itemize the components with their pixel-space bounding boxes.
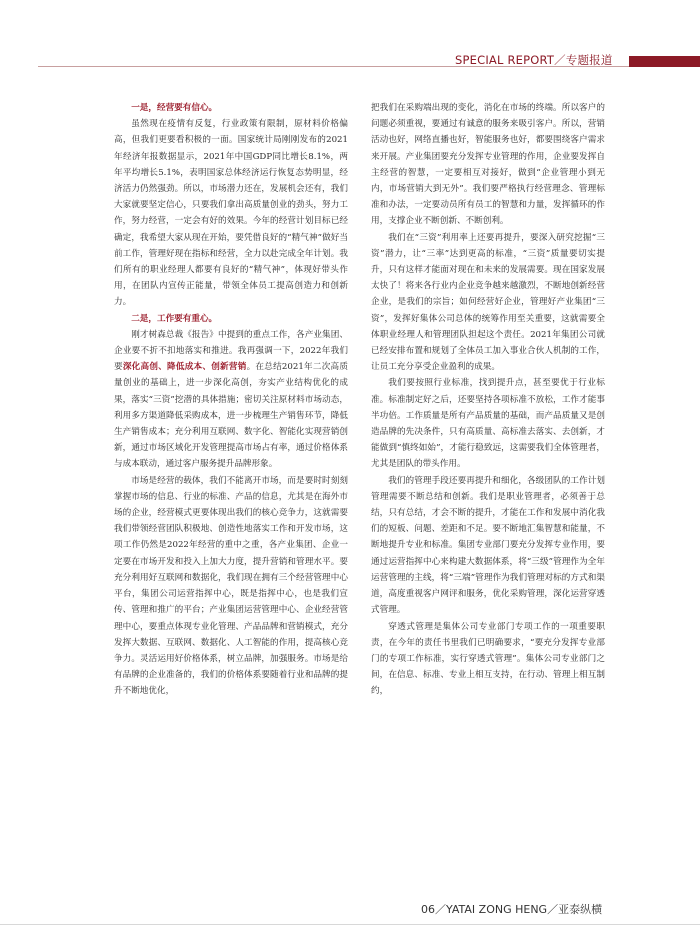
footer-rule [0, 924, 700, 925]
paragraph: 市场是经营的载体，我们不能离开市场，而是要时时刻刻掌握市场的信息、行业的标准、产品的信息，尤其是在海外市场的企业，经营模式更要体现出我们的核心竞争力，这就需要我们带领经营团队积极地、创造性地落实工作和开发市场，这项工作仍然是2022年经营的重中之重，各产业集团、企业一定要在市场开发和投入上加大力度，提升营销和管理水平。要充分利用好互联网和数据化，我们现在拥有三个经营管理中心平台，集团公司运营指挥中心，既是指挥中心，也是我们宣传、管理和推广的平台；产业集团运营管理中心、企业经营管理中心，要重点体现专业化管理、产品品牌和营销模式，充分发挥大数据、互联网、数据化、人工智能的作用，提高核心竞争力。灵活运用好价格体系，树立品牌，加强服务。市场是给有品牌的企业准备的，我们的价格体系要随着行业和品牌的提升不断地优化， [114, 475, 348, 697]
article-left-column [114, 100, 348, 700]
paragraph: 穿透式管理是集体公司专业部门专项工作的一项重要职责，在今年的责任书里我们已明确要求，“要充分发挥专业部门的专项工作标准，实行穿透式管理”。集体公司专业部门之间，在信息、标准、专业上相互支持，在行动、管理上相互制约， [371, 621, 605, 697]
emphasis-text: 深化高创、降低成本、创新营销 [122, 362, 247, 373]
header-color-block [629, 56, 700, 67]
section-header-title: SPECIAL REPORT／专题报道 [455, 53, 613, 67]
section-heading-2: 二是，工作要有重心。 [131, 313, 218, 324]
article-right-column [371, 100, 605, 700]
paragraph: 我们在“三资”利用率上还要再提升，要深入研究挖掘“三资”潜力，让“三率”达到更高的标准，“三资”质量要切实提升，只有这样才能面对现在和未来的发展需要。现在国家发展太快了！将来各行业内企业竞争越来越激烈，不断地创新经营企业，是我们的宗旨；如何经营好企业，管理好产业集团“三资”，发挥好集体公司总体的统筹作用至关重要，这就需要全体职业经理人和管理团队担起这个责任。2021年集团公司就已经安排布置和规划了全体员工加入事业合伙人机制的工作，让员工充分享受企业盈利的成果。 [371, 232, 605, 373]
paragraph-with-emphasis [114, 327, 348, 473]
paragraph: 虽然现在疫情有反复，行业政策有限制，原材料价格偏高，但我们更要看积极的一面。国家统计局刚刚发布的2021年经济年报数据显示，2021年中国GDP同比增长8.1%，两年平均增长5.1%，表明国家总体经济运行恢复态势明显，经济活力仍然强劲。所以，市场潜力还在，发展机会还有，我们大家就要坚定信心，只要我们拿出高质量创业的劲头，努力工作，努力经营，一定会有好的效果。今年的经营计划目标已经确定，我希望大家从现在开始，要凭借良好的“精气神”做好当前工作，管理好现在指标和经营，全力以赴完成全年计划。我们所有的职业经理人都要有良好的“精气神”，体现好带头作用，在团队内宣传正能量，带领全体员工提高创造力和创新力。 [114, 119, 348, 308]
section-heading-1: 一是，经营要有信心。 [131, 103, 218, 113]
page-footer: 06／YATAI ZONG HENG／亚泰纵横 [421, 903, 603, 916]
paragraph: 我们的管理手段还要再提升和细化，各级团队的工作计划管理需要不断总结和创新。我们是职业管理者，必须善于总结，只有总结，才会不断的提升，才能在工作和发展中消化我们的短板、问题、差距和不足。要不断地汇集智慧和能量，不断地提升专业和标准。集团专业部门要充分发挥专业作用，要通过运营指挥中心来构建大数据体系，将“三级”管理作为全年运营管理的主线，将“三端”管理作为我们管理对标的方式和渠道，高度重视客户网评和服务，优化采购管理，深化运营穿透式管理。 [371, 475, 605, 616]
paragraph-text: 。在总结2021年二次高质量创业的基础上，进一步深化高创，夯实产业结构优化的成果，落实“三资”挖潜的具体措施；密切关注原材料市场动态，利用多方渠道降低采购成本，进一步梳理生产销售环节，降低生产销售成本；充分利用互联网、数字化、智能化实现营销创新，通过市场区域化开发管理提高市场占有率，通过价格体系与成本联动，通过客户服务提升品牌形象。 [114, 362, 348, 470]
paragraph-continued: 把我们在采购端出现的变化，消化在市场的终端。所以客户的问题必须重视，要通过有诚意的服务来吸引客户。所以，营销活动也好，网络直播也好，智能服务也好，都要围绕客户需求来开展。产业集团要充分发挥专业管理的作用，企业要发挥自主经营的智慧，一定要相互对接好，做到“企业管理小到无内，市场营销大到无外”。我们要严格执行经营理念、管理标准和办法，一定要动员所有员工的智慧和力量，发挥循环的作用，支撑企业不断创新、不断创利。 [371, 103, 605, 227]
paragraph-text: 刚才树森总裁《报告》中提到的重点工作，各产业集团、企业要不折不扣地落实和推进。我再强调一下，2022年我们要 [114, 329, 348, 373]
paragraph: 我们要按照行业标准，找到提升点，甚至要优于行业标准。标准制定好之后，还要坚持各项标准不放松，工作才能事半功倍。工作质量是所有产品质量的基础，而产品质量又是创造品牌的先决条件，只有高质量、高标准去落实、去创新，才能做到“慎终如始”，才能行稳致远，这需要我们全体管理者，尤其是团队的带头作用。 [371, 378, 605, 470]
